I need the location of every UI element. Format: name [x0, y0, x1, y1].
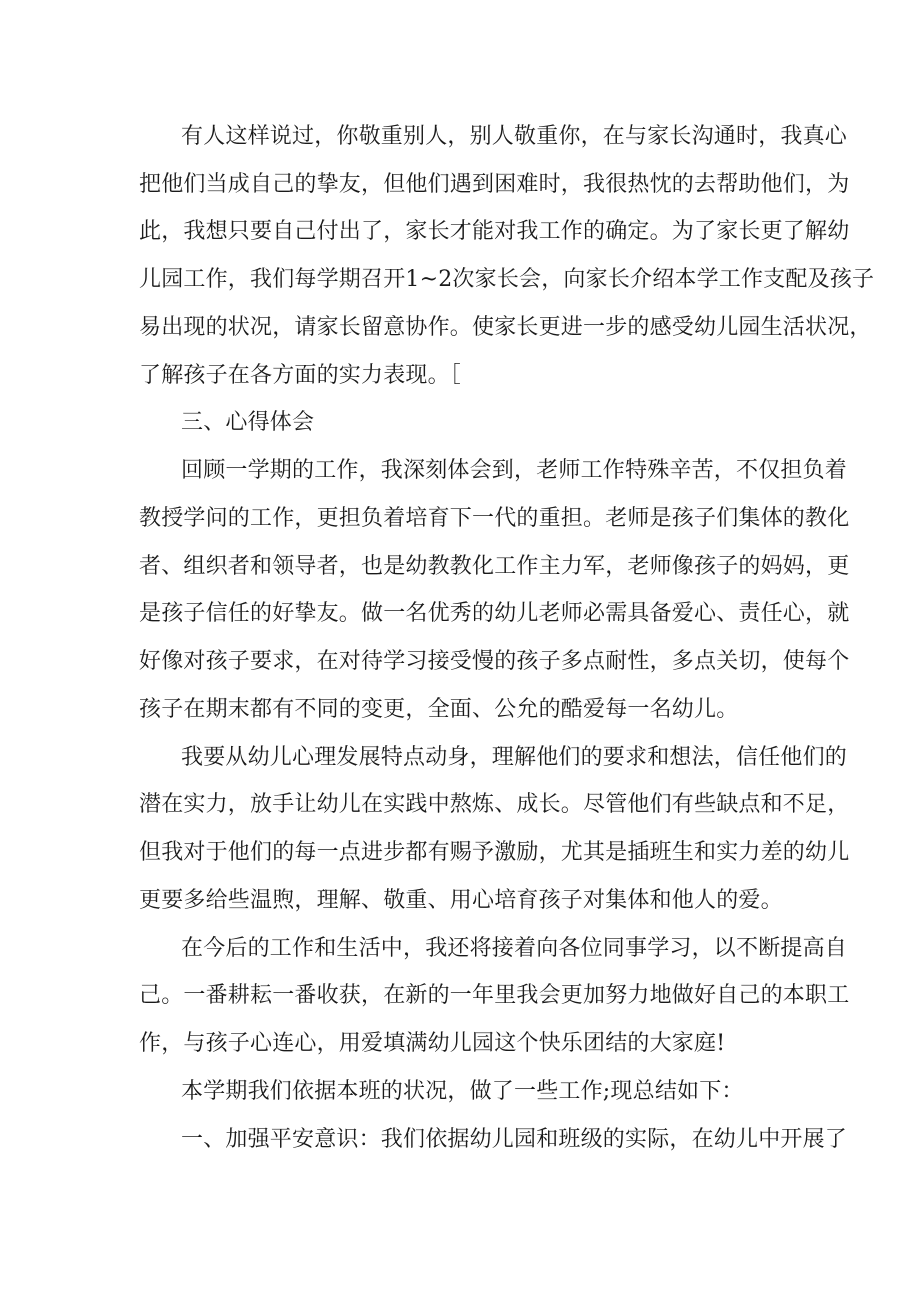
paragraph-1-line-2: 把他们当成自己的挚友，但他们遇到困难时，我很热忱的去帮助他们，为 [139, 172, 850, 197]
paragraph-1-line-1: 有人这样说过，你敬重别人，别人敬重你，在与家长沟通时，我真心 [181, 124, 848, 149]
paragraph-3-line-3: 但我对于他们的每一点进步都有赐予激励，尤其是插班生和实力差的幼儿 [139, 840, 850, 865]
paragraph-4-line-3: 作，与孩子心连心，用爱填满幼儿园这个快乐团结的大家庭! [139, 1031, 726, 1056]
paragraph-5-line-1: 本学期我们依据本班的状况，做了一些工作;现总结如下： [181, 1079, 744, 1104]
paragraph-4-line-1: 在今后的工作和生活中，我还将接着向各位同事学习，以不断提高自 [181, 936, 848, 961]
paragraph-1-line-4: 儿园工作，我们每学期召开1~2次家长会，向家长介绍本学工作支配及孩子 [139, 267, 875, 292]
paragraph-1-line-3: 此，我想只要自己付出了，家长才能对我工作的确定。为了家长更了解幼 [139, 219, 850, 244]
paragraph-6-line-1: 一、加强平安意识：我们依据幼儿园和班级的实际，在幼儿中开展了 [181, 1127, 848, 1152]
section-heading: 三、心得体会 [181, 410, 315, 435]
paragraph-2-line-6: 孩子在期末都有不同的变更，全面、公允的酷爱每一名幼儿。 [139, 697, 739, 722]
paragraph-3-line-1: 我要从幼儿心理发展特点动身，理解他们的要求和想法，信任他们的 [181, 745, 848, 770]
paragraph-2-line-2: 教授学问的工作，更担负着培育下一代的重担。老师是孩子们集体的教化 [139, 506, 850, 531]
paragraph-1-line-6: 了解孩子在各方面的实力表现。［ [139, 363, 462, 388]
paragraph-4-line-2: 己。一番耕耘一番收获，在新的一年里我会更加努力地做好自己的本职工 [139, 983, 850, 1008]
paragraph-2-line-1: 回顾一学期的工作，我深刻体会到，老师工作特殊辛苦，不仅担负着 [181, 458, 848, 483]
paragraph-2-line-4: 是孩子信任的好挚友。做一名优秀的幼儿老师必需具备爱心、责任心，就 [139, 601, 850, 626]
paragraph-2-line-5: 好像对孩子要求，在对待学习接受慢的孩子多点耐性，多点关切，使每个 [139, 649, 850, 674]
paragraph-2-line-3: 者、组织者和领导者，也是幼教教化工作主力军，老师像孩子的妈妈，更 [139, 554, 850, 579]
paragraph-1-line-5: 易出现的状况，请家长留意协作。使家长更进一步的感受幼儿园生活状况， [139, 315, 872, 340]
paragraph-3-line-4: 更要多给些温煦，理解、敬重、用心培育孩子对集体和他人的爱。 [139, 888, 783, 913]
paragraph-3-line-2: 潜在实力，放手让幼儿在实践中熬炼、成长。尽管他们有些缺点和不足， [139, 792, 850, 817]
